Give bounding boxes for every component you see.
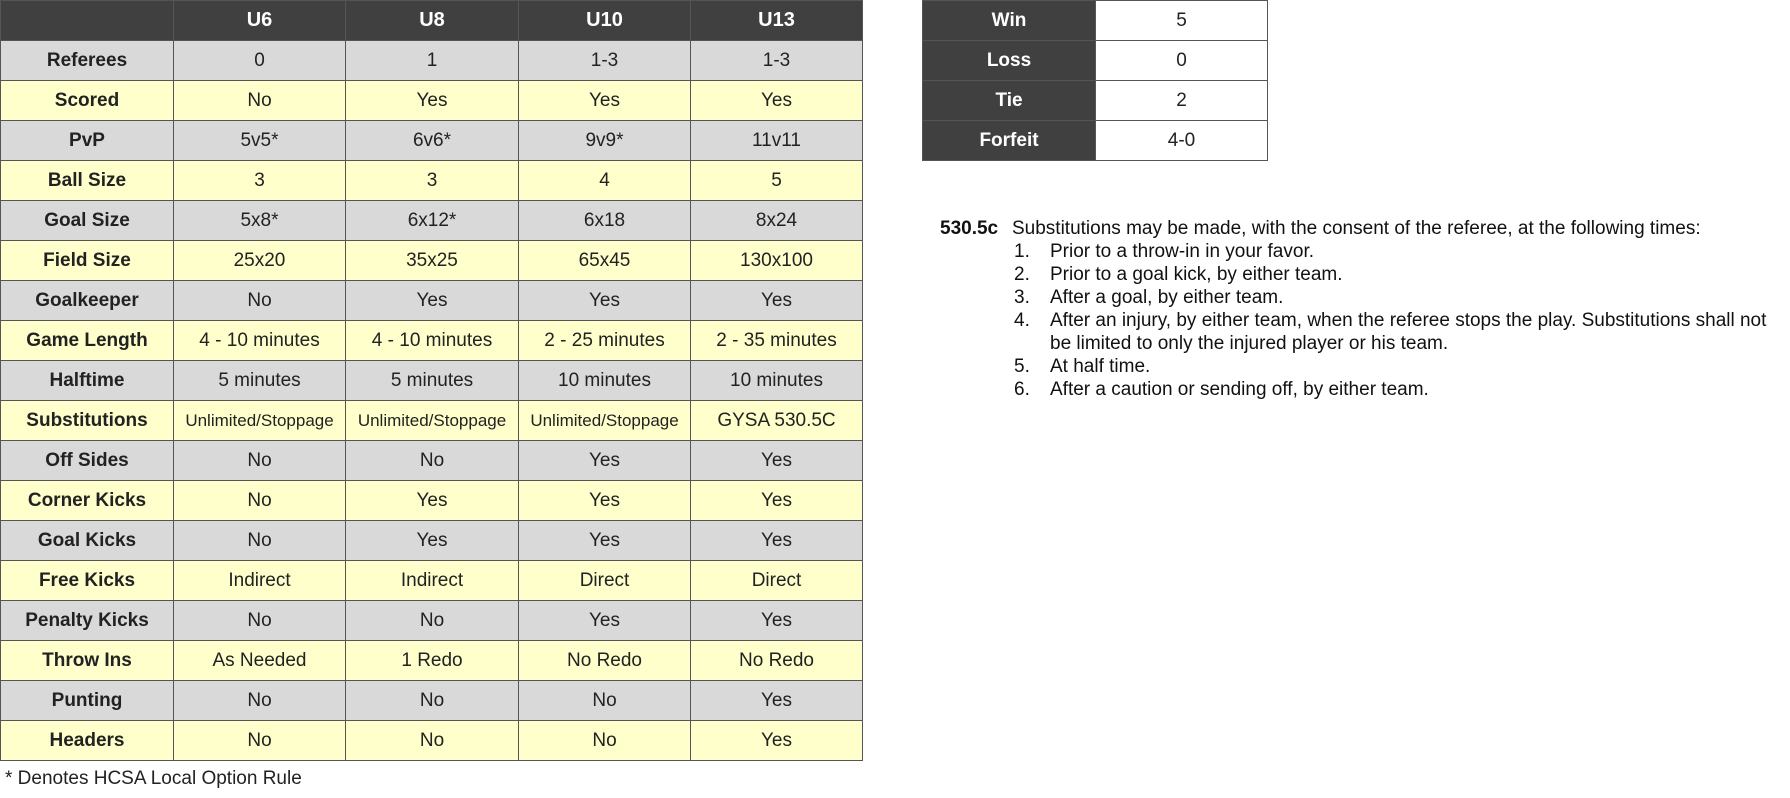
rule-number: 530.5c (940, 218, 999, 239)
cell-halftime-u6: 5 minutes (174, 361, 346, 401)
cell-ball-size-u10: 4 (519, 161, 691, 201)
record-row-forfeit (923, 121, 1268, 161)
cell-referees-u8: 1 (346, 41, 519, 81)
table-row-pvp (1, 121, 863, 161)
row-label: Off Sides (1, 441, 174, 481)
rule-item (1012, 240, 1780, 263)
cell-headers-u10: No (519, 721, 691, 761)
cell-throw-ins-u6: As Needed (174, 641, 346, 681)
record-label: Tie (923, 81, 1096, 121)
rule-item-number: 4. (1014, 310, 1030, 331)
rule-intro: Substitutions may be made, with the consent of the referee, at the following times: (1012, 218, 1701, 239)
rule-item (1012, 355, 1780, 378)
cell-goalkeeper-u13: Yes (691, 281, 863, 321)
table-row-goal-size (1, 201, 863, 241)
record-table (922, 0, 1268, 161)
cell-pvp-u13: 11v11 (691, 121, 863, 161)
rule-item-text: After a goal, by either team. (1050, 287, 1284, 308)
cell-off-sides-u13: Yes (691, 441, 863, 481)
cell-off-sides-u8: No (346, 441, 519, 481)
rule-item (1012, 286, 1780, 309)
cell-corner-kicks-u8: Yes (346, 481, 519, 521)
row-label: Corner Kicks (1, 481, 174, 521)
row-label: Field Size (1, 241, 174, 281)
rule-item-number: 2. (1014, 264, 1030, 285)
table-row-headers (1, 721, 863, 761)
cell-free-kicks-u6: Indirect (174, 561, 346, 601)
cell-goal-kicks-u10: Yes (519, 521, 691, 561)
table-row-referees (1, 41, 863, 81)
table-row-field-size (1, 241, 863, 281)
cell-pvp-u10: 9v9* (519, 121, 691, 161)
row-label: Free Kicks (1, 561, 174, 601)
cell-field-size-u8: 35x25 (346, 241, 519, 281)
table-row-off-sides (1, 441, 863, 481)
row-label: Substitutions (1, 401, 174, 441)
cell-halftime-u10: 10 minutes (519, 361, 691, 401)
record-value: 0 (1096, 41, 1268, 81)
cell-punting-u8: No (346, 681, 519, 721)
cell-goal-size-u8: 6x12* (346, 201, 519, 241)
rule-item-number: 1. (1014, 241, 1030, 262)
rule-item-text: At half time. (1050, 356, 1151, 377)
cell-penalty-kicks-u13: Yes (691, 601, 863, 641)
cell-field-size-u6: 25x20 (174, 241, 346, 281)
footnote: * Denotes HCSA Local Option Rule (5, 768, 302, 789)
table-row-goalkeeper (1, 281, 863, 321)
cell-scored-u10: Yes (519, 81, 691, 121)
table-row-scored (1, 81, 863, 121)
cell-off-sides-u10: Yes (519, 441, 691, 481)
cell-referees-u13: 1-3 (691, 41, 863, 81)
cell-game-length-u10: 2 - 25 minutes (519, 321, 691, 361)
corner-cell (1, 1, 174, 41)
record-value: 2 (1096, 81, 1268, 121)
cell-goal-kicks-u8: Yes (346, 521, 519, 561)
rule-heading (940, 217, 1780, 240)
row-label: Referees (1, 41, 174, 81)
cell-corner-kicks-u6: No (174, 481, 346, 521)
cell-substitutions-u13: GYSA 530.5C (691, 401, 863, 441)
cell-goal-size-u13: 8x24 (691, 201, 863, 241)
rule-item (1012, 263, 1780, 286)
cell-pvp-u6: 5v5* (174, 121, 346, 161)
cell-goal-size-u6: 5x8* (174, 201, 346, 241)
table-row-corner-kicks (1, 481, 863, 521)
table-row-substitutions (1, 401, 863, 441)
row-label: Goal Size (1, 201, 174, 241)
rule-item-text: Prior to a goal kick, by either team. (1050, 264, 1343, 285)
cell-punting-u10: No (519, 681, 691, 721)
cell-scored-u8: Yes (346, 81, 519, 121)
cell-referees-u6: 0 (174, 41, 346, 81)
record-label: Forfeit (923, 121, 1096, 161)
column-header-u8: U8 (346, 1, 519, 41)
cell-game-length-u6: 4 - 10 minutes (174, 321, 346, 361)
table-row-goal-kicks (1, 521, 863, 561)
cell-substitutions-u10: Unlimited/Stoppage (519, 401, 691, 441)
row-label: Headers (1, 721, 174, 761)
cell-halftime-u13: 10 minutes (691, 361, 863, 401)
column-header-u6: U6 (174, 1, 346, 41)
row-label: Ball Size (1, 161, 174, 201)
cell-field-size-u13: 130x100 (691, 241, 863, 281)
cell-free-kicks-u10: Direct (519, 561, 691, 601)
record-row-win (923, 1, 1268, 41)
cell-goal-kicks-u13: Yes (691, 521, 863, 561)
rule-list (940, 240, 1780, 401)
cell-headers-u8: No (346, 721, 519, 761)
column-header-u13: U13 (691, 1, 863, 41)
cell-penalty-kicks-u10: Yes (519, 601, 691, 641)
cell-free-kicks-u13: Direct (691, 561, 863, 601)
cell-off-sides-u6: No (174, 441, 346, 481)
cell-headers-u6: No (174, 721, 346, 761)
cell-goalkeeper-u6: No (174, 281, 346, 321)
table-row-throw-ins (1, 641, 863, 681)
cell-goalkeeper-u8: Yes (346, 281, 519, 321)
row-label: Scored (1, 81, 174, 121)
cell-referees-u10: 1-3 (519, 41, 691, 81)
cell-penalty-kicks-u6: No (174, 601, 346, 641)
table-row-game-length (1, 321, 863, 361)
cell-corner-kicks-u10: Yes (519, 481, 691, 521)
row-label: Goal Kicks (1, 521, 174, 561)
rule-item-number: 6. (1014, 379, 1030, 400)
rule-item-text: After an injury, by either team, when the referee stops the play. Substitutions shall not be limited to only the injured player or his team. (1050, 310, 1767, 354)
row-label: Halftime (1, 361, 174, 401)
record-label: Win (923, 1, 1096, 41)
cell-ball-size-u8: 3 (346, 161, 519, 201)
cell-substitutions-u6: Unlimited/Stoppage (174, 401, 346, 441)
table-row-free-kicks (1, 561, 863, 601)
cell-game-length-u8: 4 - 10 minutes (346, 321, 519, 361)
table-row-punting (1, 681, 863, 721)
cell-scored-u13: Yes (691, 81, 863, 121)
rules-by-age-table (0, 0, 863, 761)
record-value: 5 (1096, 1, 1268, 41)
row-label: Goalkeeper (1, 281, 174, 321)
row-label: Punting (1, 681, 174, 721)
cell-goal-kicks-u6: No (174, 521, 346, 561)
rule-item-number: 5. (1014, 356, 1030, 377)
record-row-loss (923, 41, 1268, 81)
table-row-halftime (1, 361, 863, 401)
cell-scored-u6: No (174, 81, 346, 121)
record-row-tie (923, 81, 1268, 121)
cell-penalty-kicks-u8: No (346, 601, 519, 641)
cell-substitutions-u8: Unlimited/Stoppage (346, 401, 519, 441)
cell-punting-u13: Yes (691, 681, 863, 721)
cell-goal-size-u10: 6x18 (519, 201, 691, 241)
cell-field-size-u10: 65x45 (519, 241, 691, 281)
cell-throw-ins-u13: No Redo (691, 641, 863, 681)
cell-headers-u13: Yes (691, 721, 863, 761)
cell-throw-ins-u8: 1 Redo (346, 641, 519, 681)
rule-item-text: Prior to a throw-in in your favor. (1050, 241, 1314, 262)
cell-punting-u6: No (174, 681, 346, 721)
cell-ball-size-u6: 3 (174, 161, 346, 201)
cell-game-length-u13: 2 - 35 minutes (691, 321, 863, 361)
cell-throw-ins-u10: No Redo (519, 641, 691, 681)
rule-item-text: After a caution or sending off, by either team. (1050, 379, 1429, 400)
table-header-row (1, 1, 863, 41)
table-row-ball-size (1, 161, 863, 201)
substitution-rule (940, 217, 1780, 401)
row-label: PvP (1, 121, 174, 161)
record-value: 4-0 (1096, 121, 1268, 161)
cell-halftime-u8: 5 minutes (346, 361, 519, 401)
cell-free-kicks-u8: Indirect (346, 561, 519, 601)
row-label: Throw Ins (1, 641, 174, 681)
rule-item-number: 3. (1014, 287, 1030, 308)
table-row-penalty-kicks (1, 601, 863, 641)
rule-item (1012, 309, 1780, 355)
column-header-u10: U10 (519, 1, 691, 41)
cell-corner-kicks-u13: Yes (691, 481, 863, 521)
row-label: Penalty Kicks (1, 601, 174, 641)
record-label: Loss (923, 41, 1096, 81)
rule-item (1012, 378, 1780, 401)
row-label: Game Length (1, 321, 174, 361)
cell-ball-size-u13: 5 (691, 161, 863, 201)
cell-pvp-u8: 6v6* (346, 121, 519, 161)
cell-goalkeeper-u10: Yes (519, 281, 691, 321)
